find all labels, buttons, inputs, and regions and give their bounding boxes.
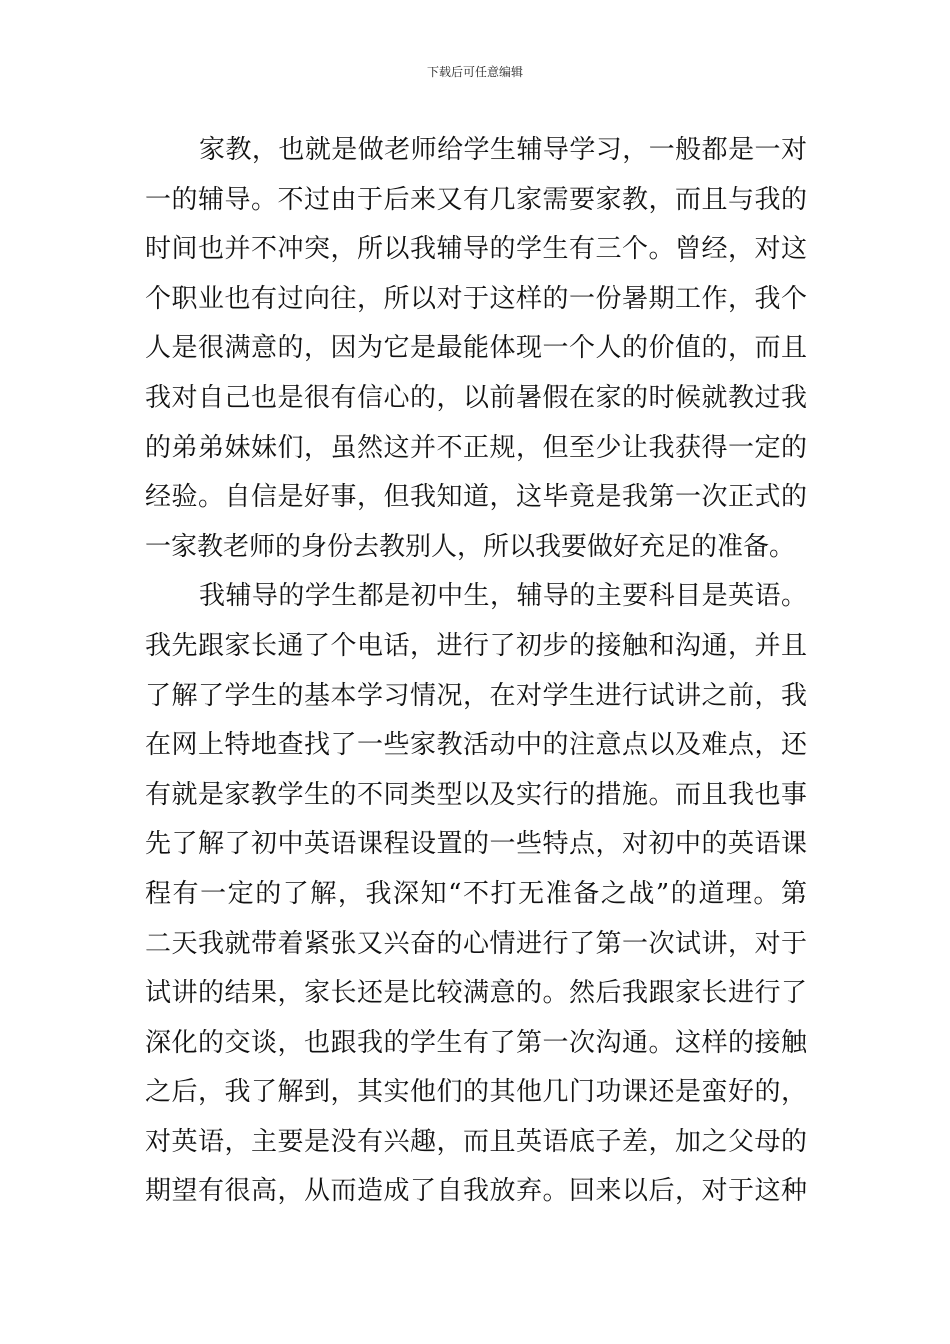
text-line: 有就是家教学生的不同类型以及实行的措施。而且我也事 [145, 779, 807, 810]
text-line: 期望有很高，从而造成了自我放弃。回来以后，对于这种 [145, 1176, 807, 1207]
text-line: 之后，我了解到，其实他们的其他几门功课还是蛮好的， [145, 1077, 807, 1108]
text-line: 我辅导的学生都是初中生，辅导的主要科目是英语。 [199, 581, 807, 612]
text-line: 一家教老师的身份去教别人，所以我要做好充足的准备。 [145, 531, 796, 562]
text-line: 二天我就带着紧张又兴奋的心情进行了第一次试讲，对于 [145, 928, 807, 959]
document-body [145, 126, 807, 1217]
text-line: 时间也并不冲突，所以我辅导的学生有三个。曾经，对这 [145, 234, 807, 265]
paragraph-1 [145, 126, 807, 572]
text-line: 经验。自信是好事，但我知道，这毕竟是我第一次正式的 [145, 482, 807, 513]
page-header: 下载后可任意编辑 [426, 65, 523, 79]
text-line: 个职业也有过向往，所以对于这样的一份暑期工作，我个 [145, 283, 807, 314]
text-line: 我对自己也是很有信心的，以前暑假在家的时候就教过我 [145, 382, 807, 413]
text-line: 我先跟家长通了个电话，进行了初步的接触和沟通，并且 [145, 630, 807, 661]
text-line: 先了解了初中英语课程设置的一些特点，对初中的英语课 [145, 829, 807, 860]
text-line: 试讲的结果，家长还是比较满意的。然后我跟家长进行了 [145, 978, 807, 1009]
text-line: 深化的交谈，也跟我的学生有了第一次沟通。这样的接触 [145, 1027, 807, 1058]
text-line: 对英语，主要是没有兴趣，而且英语底子差，加之父母的 [145, 1126, 807, 1157]
text-line: 的弟弟妹妹们，虽然这并不正规，但至少让我获得一定的 [145, 432, 807, 463]
text-line: 了解了学生的基本学习情况，在对学生进行试讲之前，我 [145, 680, 807, 711]
text-line: 一的辅导。不过由于后来又有几家需要家教，而且与我的 [145, 184, 807, 215]
text-line: 家教，也就是做老师给学生辅导学习，一般都是一对 [199, 135, 807, 165]
text-line: 在网上特地查找了一些家教活动中的注意点以及难点，还 [145, 730, 807, 761]
paragraph-2 [145, 572, 807, 1217]
text-line: 人是很满意的，因为它是最能体现一个人的价值的，而且 [145, 333, 807, 364]
text-line: 程有一定的了解，我深知“不打无准备之战”的道理。第 [145, 878, 807, 909]
